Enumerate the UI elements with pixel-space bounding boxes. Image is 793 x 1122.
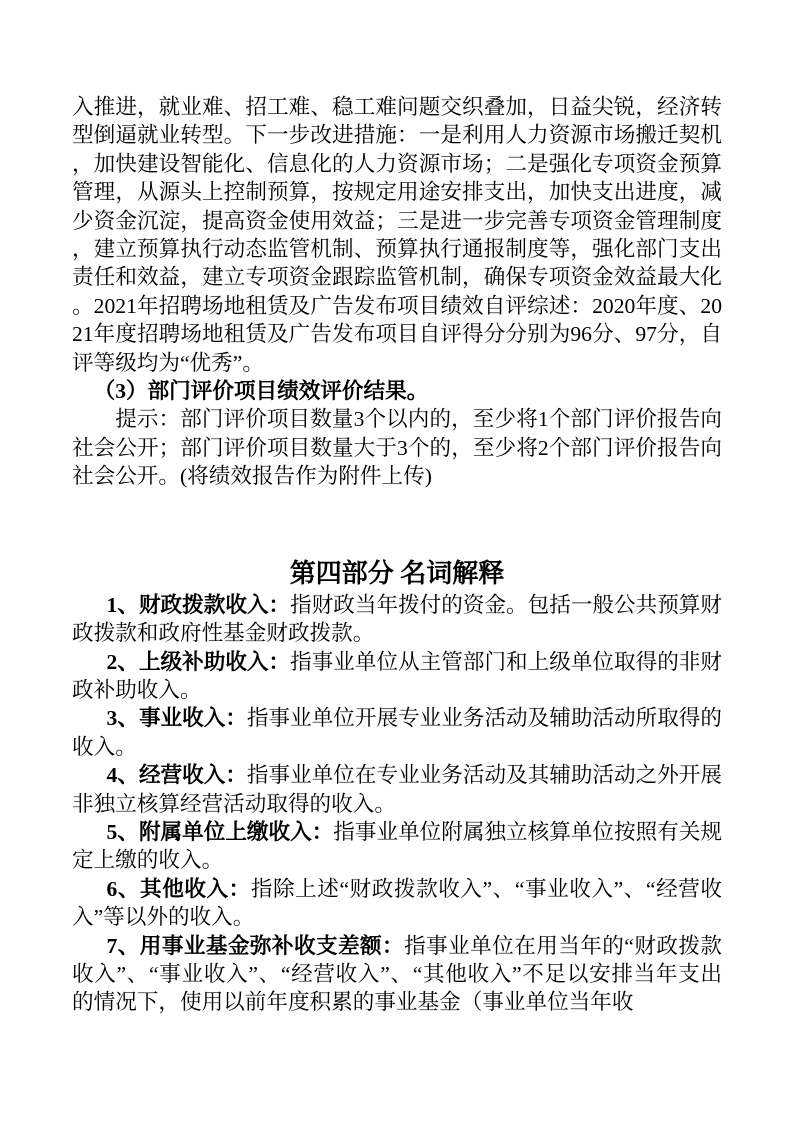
section3-heading: （3）部门评价项目绩效评价结果。 <box>93 379 429 404</box>
definition-term: 5、附属单位上缴收入： <box>106 819 334 844</box>
definition-term: 4、经营收入： <box>106 763 247 788</box>
definition-text: 指除上述“财政拨款收入”、“事业收入”、“经营收入”等以外的收入。 <box>72 876 722 930</box>
definitions-list <box>72 591 722 1017</box>
hint-paragraph: 提示：部门评价项目数量3个以内的，至少将1个部门评价报告向社会公开；部门评价项目数量大于3个的，至少将2个部门评价报告向社会公开。(将绩效报告作为附件上传) <box>72 407 722 489</box>
definition-text: 指事业单位附属独立核算单位按照有关规定上缴的收入。 <box>72 819 722 873</box>
definition-term: 6、其他收入： <box>106 876 251 901</box>
definition-item <box>72 591 722 648</box>
definition-text: 指事业单位在用当年的“财政拨款收入”、“事业收入”、“经营收入”、“其他收入”不足以安排当年支出的情况下，使用以前年度积累的事业基金（事业单位当年收 <box>72 933 722 1015</box>
definition-term: 7、用事业基金弥补收支差额： <box>106 933 405 958</box>
definition-text: 指事业单位从主管部门和上级单位取得的非财政补助收入。 <box>72 649 722 702</box>
definition-text: 指事业单位开展专业业务活动及辅助活动所取得的收入。 <box>72 706 722 759</box>
definition-term: 1、财政拨款收入： <box>106 592 291 617</box>
part4-title: 第四部分 名词解释 <box>289 558 505 588</box>
continuation-paragraph: 入推进，就业难、招工难、稳工难问题交织叠加，日益尖锐，经济转型倒逼就业转型。下一步改进措施：一是利用人力资源市场搬迁契机，加快建设智能化、信息化的人力资源市场；二是强化专项资金预算管理，从源头上控制预算，按规定用途安排支出，加快支出进度，减少资金沉淀，提高资金使用效益；三是进一步完善专项资金管理制度，建立预算执行动态监管机制、预算执行通报制度等，强化部门支出责任和效益，建立专项资金跟踪监管机制，确保专项资金效益最大化。2021年招聘场地租赁及广告发布项目绩效自评综述：2020年度、2021年度招聘场地租赁及广告发布项目自评得分分别为96分、97分，自评等级均为“优秀”。 <box>72 95 722 375</box>
definition-text: 指事业单位在专业业务活动及其辅助活动之外开展非独立核算经营活动取得的收入。 <box>72 763 722 816</box>
definition-term: 2、上级补助收入： <box>106 649 291 674</box>
definition-item <box>72 818 722 875</box>
definition-item <box>72 704 722 761</box>
definition-text: 指财政当年拨付的资金。包括一般公共预算财政拨款和政府性基金财政拨款。 <box>72 592 722 646</box>
definition-item <box>72 761 722 818</box>
definition-item <box>72 932 722 1017</box>
definition-item <box>72 648 722 705</box>
definition-term: 3、事业收入： <box>106 706 247 731</box>
definition-item <box>72 875 722 932</box>
